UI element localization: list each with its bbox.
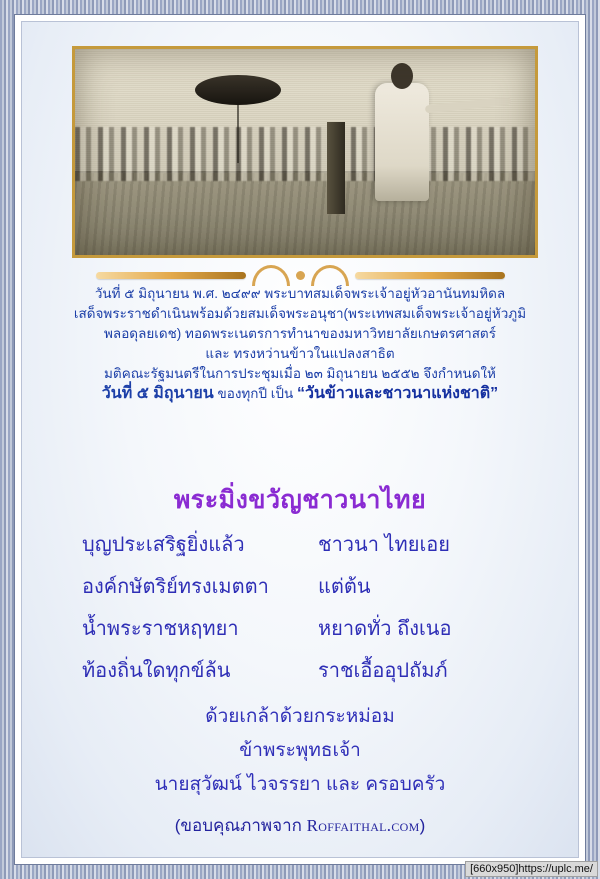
poem-row [82,570,518,602]
ornament-dot [296,271,305,280]
description-paragraph [40,284,560,404]
national-day-title: “วันข้าวและชาวนาแห่งชาติ” [296,385,499,402]
poem-row [82,528,518,560]
description-line-4: และ ทรงหว่านข้าวในแปลงสาธิต [205,346,395,361]
photo-credit [22,812,578,839]
poem-line-2-left: องค์กษัตริย์ทรงเมตตา [82,576,269,598]
poem-line-4-left: ท้องถิ่นใดทุกข์ล้น [82,660,231,682]
poem-row [82,612,518,644]
description-line-5: มติคณะรัฐมนตรีในการประชุมเมื่อ ๒๓ มิถุนายน ๒๕๕๒ จึงกำหนดให้ [104,366,496,381]
poem-line-3-left: น้ำพระราชหฤทยา [82,618,239,640]
poem-row [82,654,518,686]
closing-line-2: ข้าพระพุทธเจ้า [239,740,361,761]
credit-prefix: (ขอบคุณภาพจาก [174,816,307,835]
closing-line-1: ด้วยเกล้าด้วยกระหม่อม [205,706,395,727]
credit-suffix: ) [419,816,426,835]
poem-block [82,528,518,696]
poem-line-1-left: บุญประเสริฐยิ่งแล้ว [82,534,245,556]
closing-line-3: นายสุวัฒน์ ไวจรรยา และ ครอบครัว [154,774,446,795]
description-line-2: เสด็จพระราชดำเนินพร้อมด้วยสมเด็จพระอนุชา(พระเทพสมเด็จพระเจ้าอยู่หัวภูมิ [73,306,527,321]
historic-photo [75,49,535,255]
closing-block [22,700,578,802]
poem-line-2-right: แต่ต้น [318,576,371,598]
photo-vignette [75,49,535,255]
page-inner [14,14,586,865]
description-line-6 [40,384,560,404]
ornament-swirl-right [311,265,349,286]
ornament-swirl-left [252,265,290,286]
poem-line-3-right: หยาดทั่ว ถึงเนอ [318,618,452,640]
national-day-date: วันที่ ๕ มิถุนายน [101,385,214,402]
greeting-card [21,21,579,858]
description-line-3: พลอดุลยเดช) ทอดพระเนตรการทำนาของมหาวิทยาลัยเกษตรศาสตร์ [104,326,496,341]
national-day-connector: ของทุกปี เป็น [213,386,297,401]
description-line-1: วันที่ ๕ มิถุนายน พ.ศ. ๒๔๙๙ พระบาทสมเด็จพระเจ้าอยู่หัวอานันทมหิดล [94,286,506,301]
credit-brand: Roffaithal.com [306,816,420,835]
poem-line-1-right: ชาวนา ไทยเอย [318,534,451,556]
ornament-bar-left [96,272,246,279]
image-size-watermark: [660x950]https://uplc.me/ [465,861,598,877]
historic-photo-frame [72,46,538,258]
poem-line-4-right: ราชเอื้ออุปถัมภ์ [318,660,448,682]
page-title: พระมิ่งขวัญชาวนาไทย [173,486,427,514]
ornament-bar-right [355,272,505,279]
